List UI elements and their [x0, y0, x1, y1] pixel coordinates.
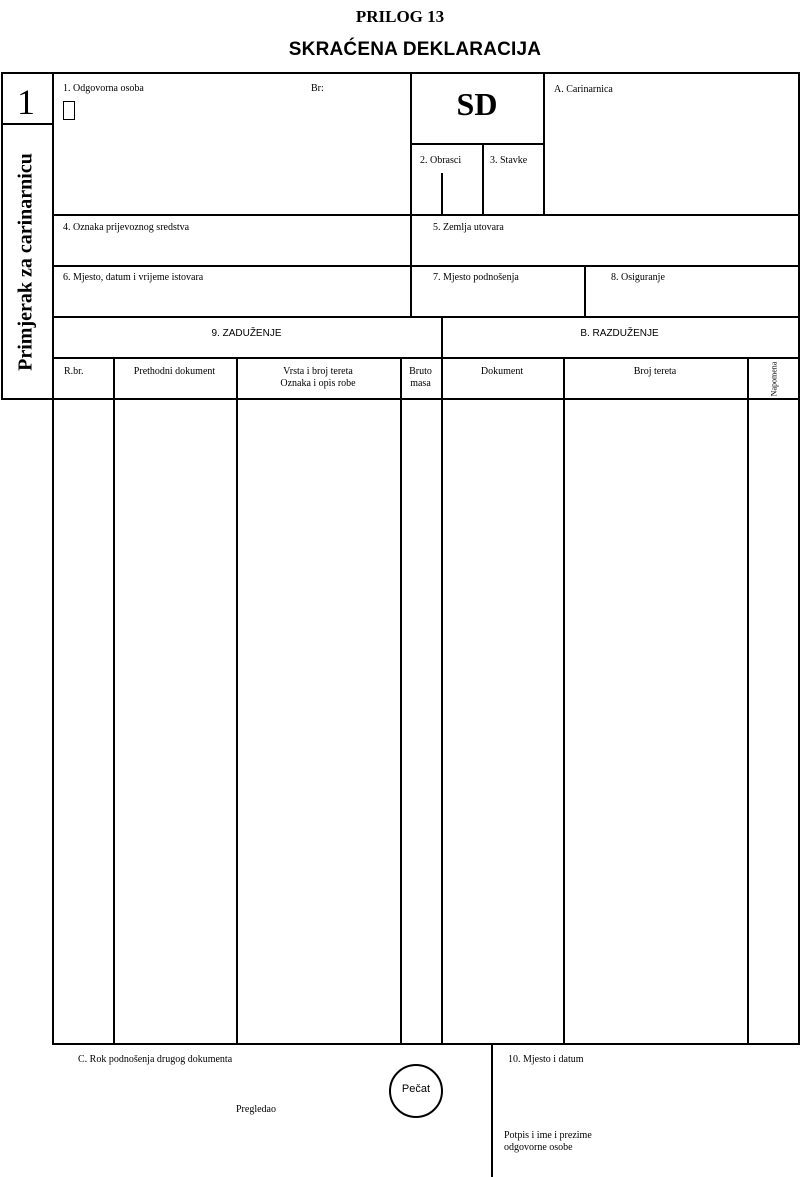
col-gross-mass-line2: masa [410, 378, 431, 389]
submission-place-label: 7. Mjesto podnošenja [433, 272, 519, 283]
col-gross-mass-line1: Bruto [409, 366, 432, 377]
responsible-person-label: 1. Odgovorna osoba [63, 83, 144, 94]
number-label: Br: [311, 83, 324, 94]
place-date-label: 10. Mjesto i datum [508, 1054, 584, 1065]
transport-means-label: 4. Oznaka prijevoznog sredstva [63, 222, 190, 233]
document-title: SKRAĆENA DEKLARACIJA [288, 39, 542, 60]
deadline-label: C. Rok podnošenja drugog dokumenta [78, 1054, 233, 1065]
signature-label-line1: Potpis i ime i prezime [504, 1130, 592, 1141]
reviewed-by-label: Pregledao [236, 1104, 276, 1115]
col-remark [749, 358, 799, 400]
charging-section-header: 9. ZADUŽENJE [211, 328, 282, 339]
discharge-section-header: B. RAZDUŽENJE [580, 328, 659, 339]
guarantee-label: 8. Osiguranje [611, 272, 665, 283]
loading-country-label: 5. Zemlja utovara [433, 222, 504, 233]
stamp-label: Pečat [401, 1083, 431, 1095]
copy-number: 1 [17, 82, 35, 122]
col-cargo-count: Broj tereta [633, 366, 677, 377]
col-remark-text: Napomena [769, 361, 779, 397]
signature-label-line2: odgovorne osobe [504, 1142, 573, 1153]
copy-label [1, 124, 51, 399]
copy-label-text: Primjerak za carinarnicu [14, 152, 37, 371]
forms-label: 2. Obrasci [420, 155, 462, 166]
col-document: Dokument [480, 366, 524, 377]
col-previous-document: Prethodni dokument [133, 366, 216, 377]
customs-office-label: A. Carinarnica [554, 84, 613, 95]
stamp-circle [389, 1064, 443, 1118]
col-cargo-type-line2: Oznaka i opis robe [280, 378, 356, 389]
col-cargo-type-line1: Vrsta i broj tereta [283, 366, 353, 377]
col-item-number: R.br. [64, 366, 84, 377]
responsible-person-checkbox[interactable] [63, 101, 75, 120]
sd-code: SD [456, 86, 498, 122]
unloading-place-label: 6. Mjesto, datum i vrijeme istovara [63, 272, 204, 283]
annex-number: PRILOG 13 [355, 7, 445, 26]
items-label: 3. Stavke [490, 155, 528, 166]
